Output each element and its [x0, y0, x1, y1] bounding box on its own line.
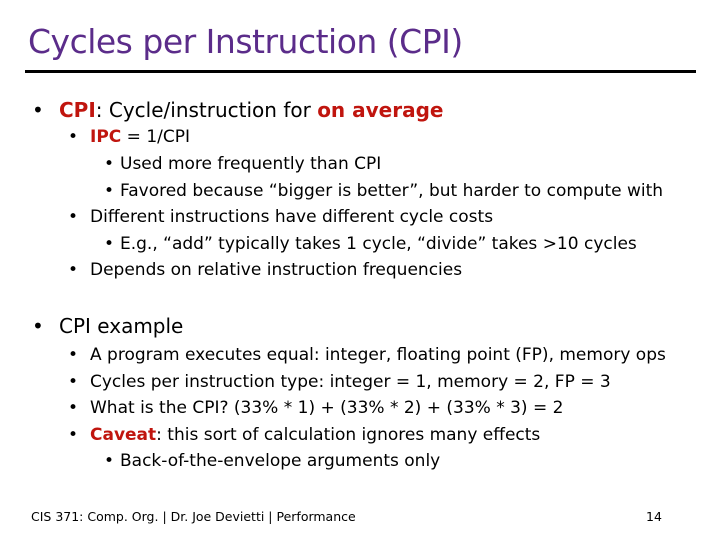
cpi-example-heading: CPI example — [59, 314, 184, 338]
ipc-detail-1: Used more frequently than CPI — [120, 154, 382, 174]
caveat-text: : this sort of calculation ignores many effects — [156, 425, 541, 445]
frequencies-line: Depends on relative instruction frequencies — [90, 260, 463, 280]
cycle-costs-example: E.g., “add” typically takes 1 cycle, “divide” takes >10 cycles — [120, 234, 637, 254]
bullet: • — [32, 98, 44, 122]
bullet: • — [68, 345, 79, 365]
cpi-definition-text: : Cycle/instruction for — [95, 98, 318, 122]
bullet: • — [104, 181, 115, 201]
caveat-term: Caveat — [90, 425, 157, 445]
ipc-detail-2: Favored because “bigger is better”, but harder to compute with — [120, 181, 664, 201]
title-underline — [25, 70, 696, 73]
bullet: • — [68, 425, 79, 445]
bullet: • — [32, 314, 44, 338]
slide-number: 14 — [646, 509, 662, 524]
bullet: • — [104, 154, 115, 174]
bullet: • — [104, 234, 115, 254]
slide-title: Cycles per Instruction (CPI) — [28, 22, 463, 61]
caveat-line — [90, 425, 540, 445]
ipc-line — [90, 127, 190, 147]
cpi-definition — [59, 98, 443, 122]
example-item-1: A program executes equal: integer, floating point (FP), memory ops — [90, 345, 666, 365]
cpi-term: CPI — [59, 98, 96, 122]
example-item-2: Cycles per instruction type: integer = 1, memory = 2, FP = 3 — [90, 372, 611, 392]
bullet: • — [104, 451, 115, 471]
bullet: • — [68, 398, 79, 418]
bullet: • — [68, 372, 79, 392]
ipc-formula: = 1/CPI — [121, 127, 190, 147]
example-item-3: What is the CPI? (33% * 1) + (33% * 2) + (33% * 3) = 2 — [90, 398, 564, 418]
on-average-emphasis: on average — [317, 98, 444, 122]
caveat-detail: Back-of-the-envelope arguments only — [120, 451, 441, 471]
ipc-term: IPC — [90, 127, 122, 147]
bullet: • — [68, 207, 79, 227]
cycle-costs-line: Different instructions have different cycle costs — [90, 207, 494, 227]
bullet: • — [68, 127, 79, 147]
bullet: • — [68, 260, 79, 280]
slide-footer: CIS 371: Comp. Org. | Dr. Joe Devietti | Performance — [31, 509, 356, 524]
